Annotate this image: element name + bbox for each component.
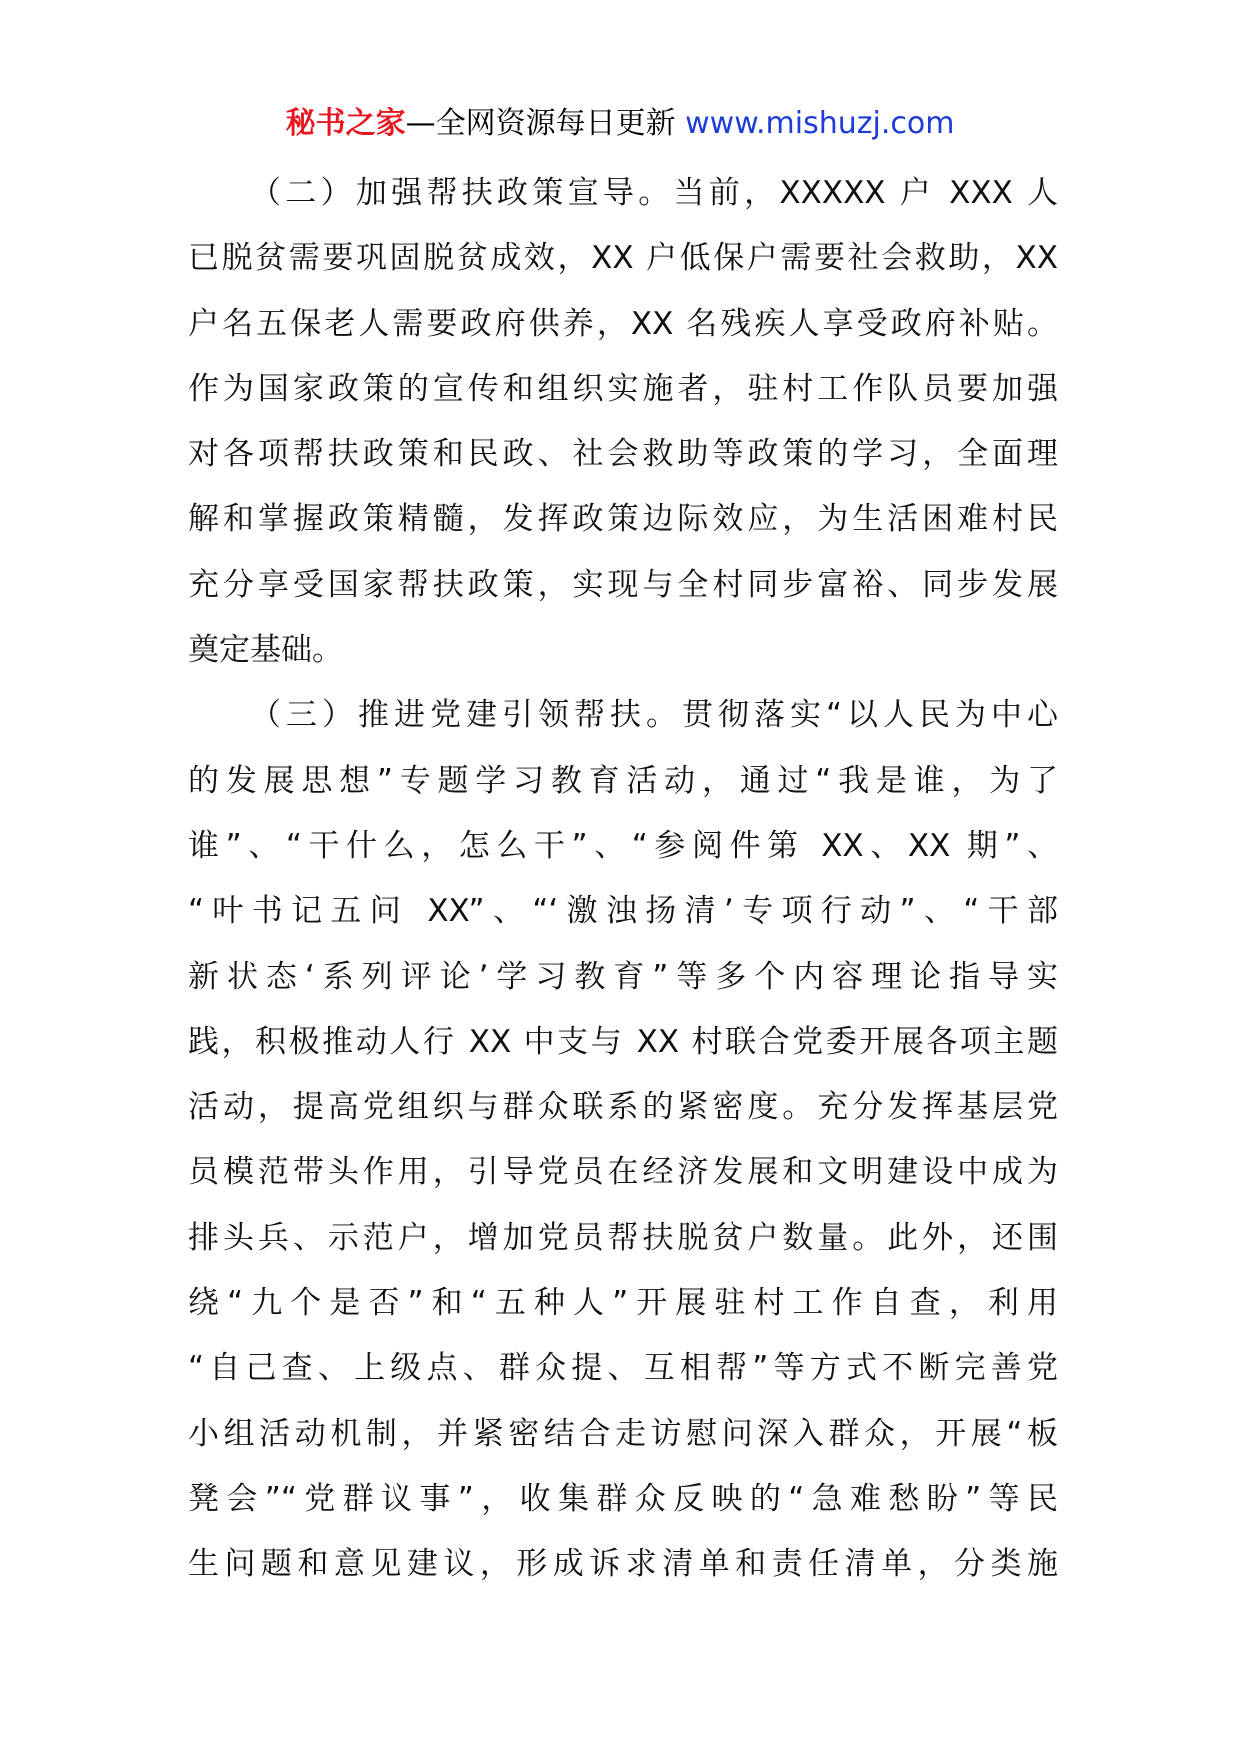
text-line: 谁”、“干什么，怎么干”、“参阅件第 XX、XX 期”、 [188, 827, 1058, 864]
text-line: 生问题和意见建议，形成诉求清单和责任清单，分类施 [188, 1546, 1058, 1583]
text-line: 已脱贫需要巩固脱贫成效，XX 户低保户需要社会救助，XX [188, 240, 1058, 277]
text-line: 活动，提高党组织与群众联系的紧密度。充分发挥基层党 [188, 1089, 1058, 1126]
text-line: 绕“九个是否”和“五种人”开展驻村工作自查，利用 [188, 1285, 1058, 1322]
text-line: 新状态‘系列评论’学习教育”等多个内容理论指导实 [188, 958, 1058, 995]
text-line: 充分享受国家帮扶政策，实现与全村同步富裕、同步发展 [188, 566, 1058, 603]
text-line: “叶书记五问 XX”、“‘激浊扬清’专项行动”、“干部 [188, 893, 1058, 930]
paragraph-2 [188, 161, 1058, 683]
site-header [0, 98, 1240, 150]
text-line: 员模范带头作用，引导党员在经济发展和文明建设中成为 [188, 1154, 1058, 1191]
text-line: 凳会”“党群议事”，收集群众反映的“急难愁盼”等民 [188, 1480, 1058, 1517]
text-line: （三）推进党建引领帮扶。贯彻落实“以人民为中心 [250, 697, 1058, 734]
text-line: 对各项帮扶政策和民政、社会救助等政策的学习，全面理 [188, 436, 1058, 473]
text-line: 奠定基础。 [188, 632, 343, 669]
site-brand: 秘书之家 [285, 106, 406, 141]
text-line: 户名五保老人需要政府供养，XX 名残疾人享受政府补贴。 [188, 305, 1058, 342]
text-line: （二）加强帮扶政策宣导。当前，XXXXX 户 XXX 人 [250, 175, 1058, 211]
text-line: 排头兵、示范户，增加党员帮扶脱贫户数量。此外，还围 [188, 1219, 1058, 1256]
text-line: 作为国家政策的宣传和组织实施者，驻村工作队员要加强 [188, 370, 1058, 407]
site-url-link[interactable]: www.mishuzj.com [685, 106, 955, 141]
text-line: 践，积极推动人行 XX 中支与 XX 村联合党委开展各项主题 [188, 1023, 1058, 1060]
text-line: 小组活动机制，并紧密结合走访慰问深入群众，开展“板 [188, 1415, 1058, 1452]
document-body [188, 161, 1058, 1598]
text-line: “自己查、上级点、群众提、互相帮”等方式不断完善党 [188, 1350, 1058, 1387]
text-line: 的发展思想”专题学习教育活动，通过“我是谁，为了 [188, 762, 1058, 799]
paragraph-3 [188, 683, 1058, 1597]
text-line: 解和掌握政策精髓，发挥政策边际效应，为生活困难村民 [188, 501, 1058, 538]
site-tagline: —全网资源每日更新 [405, 106, 676, 141]
